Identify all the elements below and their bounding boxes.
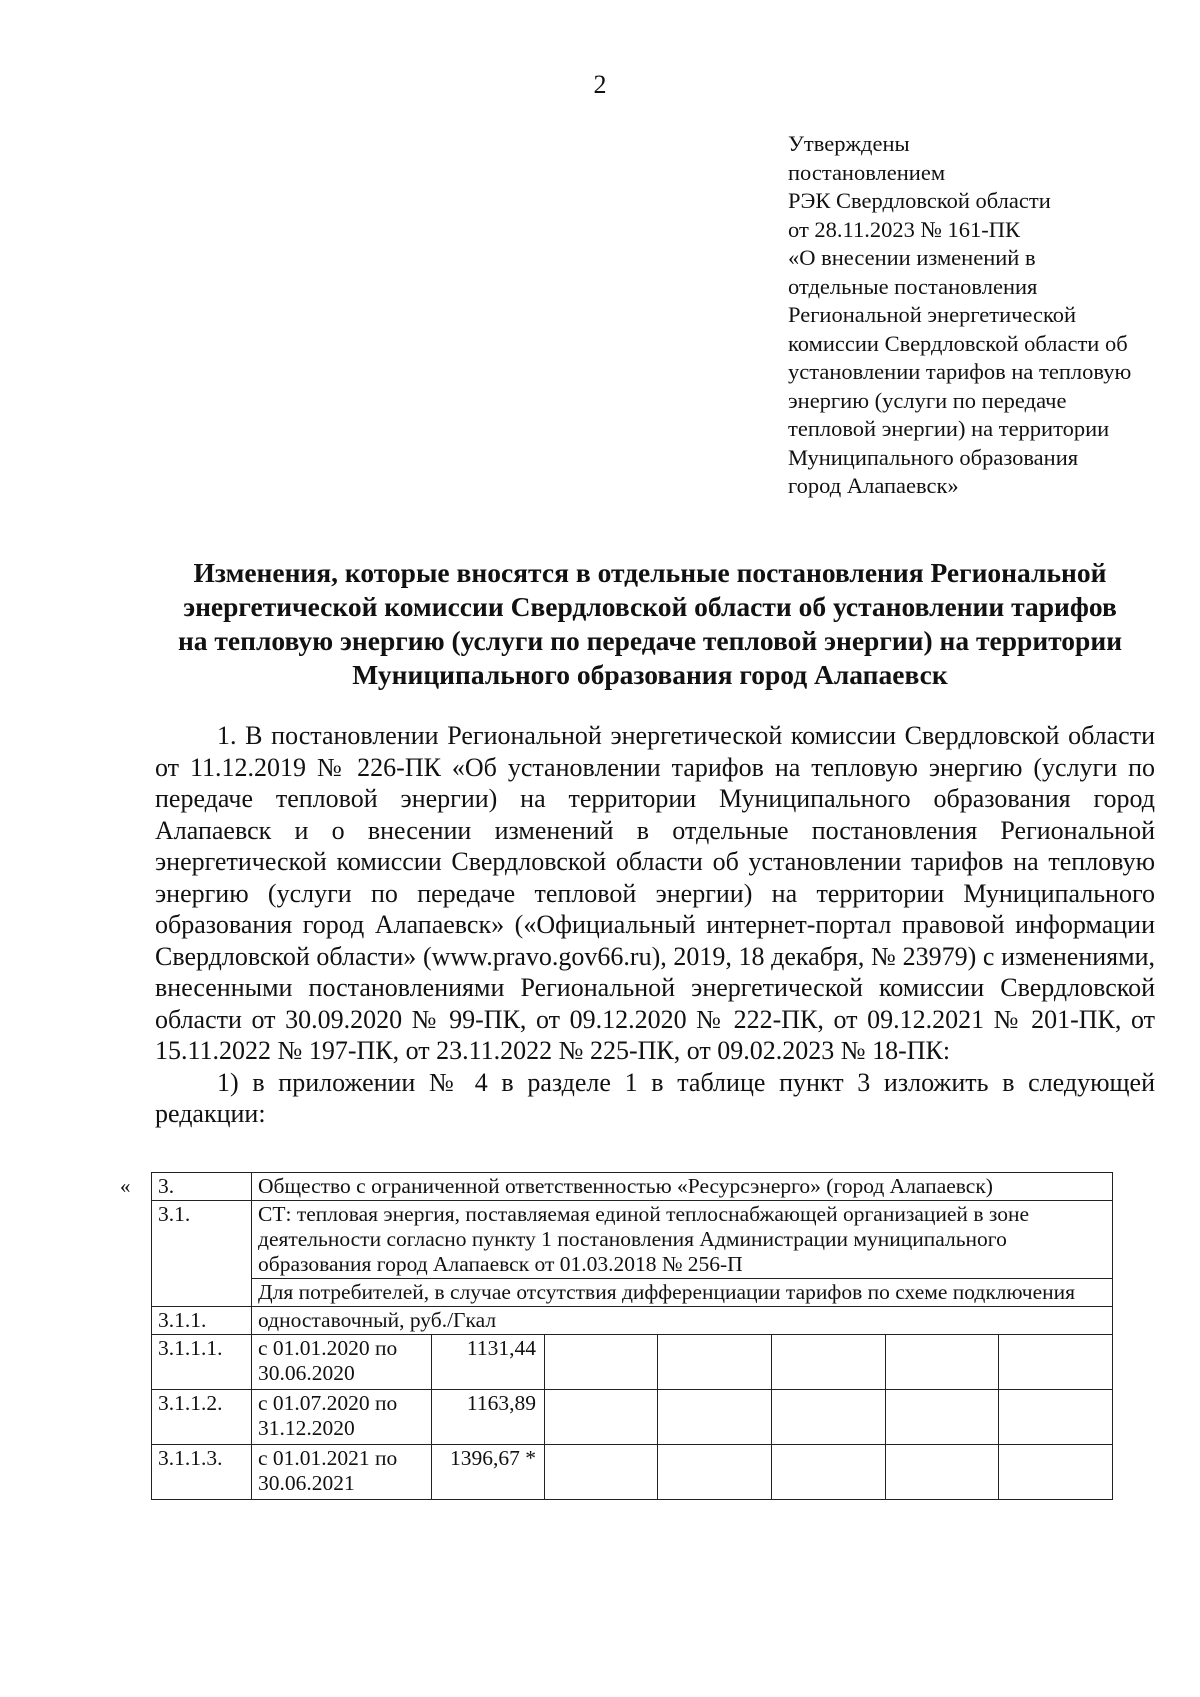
empty-cell — [772, 1390, 886, 1445]
tariff-value: 1131,44 — [432, 1335, 545, 1390]
title-line: на тепловую энергию (услуги по передаче тепловой энергии) на территории — [177, 625, 1123, 656]
empty-cell — [658, 1335, 772, 1390]
approval-line: установлении тарифов на тепловую — [788, 359, 1132, 384]
approval-line: постановлением — [788, 159, 946, 185]
paragraph-2: 1) в приложении № 4 в разделе 1 в таблице пункт 3 изложить в следующей редакции: — [155, 1067, 1155, 1128]
period-cell: с 01.01.2021 по 30.06.2021 — [252, 1445, 432, 1500]
approval-line: Региональной энергетической — [788, 302, 1077, 327]
empty-cell — [999, 1390, 1113, 1445]
table-row — [152, 1279, 1113, 1307]
tariff-description: СТ: тепловая энергия, поставляемая единой теплоснабжающей организацией в зоне деятельности согласно пункту 1 постановления Администрации муниципального образования город Алапаевск от 01.03.2018 № 256-П — [252, 1201, 1113, 1279]
title-line: Изменения, которые вносятся в отдельные постановления Региональной — [193, 557, 1107, 588]
tariff-type: одноставочный, руб./Гкал — [252, 1307, 1113, 1335]
approval-line: Муниципального образования — [788, 444, 1079, 470]
approval-line: энергию (услуги по передаче — [788, 387, 1067, 413]
approval-line: тепловой энергии) на территории — [788, 416, 1110, 441]
empty-cell — [545, 1335, 658, 1390]
row-number: 3. — [152, 1173, 252, 1201]
approval-line: Утверждены — [788, 131, 910, 156]
empty-cell — [772, 1445, 886, 1500]
empty-cell — [545, 1390, 658, 1445]
table-row — [152, 1445, 1113, 1500]
period-cell: с 01.07.2020 по 31.12.2020 — [252, 1390, 432, 1445]
table-row — [152, 1390, 1113, 1445]
document-title — [140, 556, 1160, 692]
row-number: 3.1.1. — [152, 1307, 252, 1335]
organization-name: Общество с ограниченной ответственностью «Ресурсэнерго» (город Алапаевск) — [252, 1173, 1113, 1201]
empty-cell — [772, 1335, 886, 1390]
row-number: 3.1.1.2. — [152, 1390, 252, 1445]
empty-cell — [999, 1445, 1113, 1500]
approval-line: комиссии Свердловской области об — [788, 330, 1128, 356]
page-number: 2 — [593, 70, 607, 99]
row-number: 3.1.1.1. — [152, 1335, 252, 1390]
title-line: Муниципального образования город Алапаевск — [352, 659, 948, 690]
row-number: 3.1. — [152, 1201, 252, 1307]
empty-cell — [886, 1445, 999, 1500]
tariff-table — [151, 1172, 1113, 1500]
consumer-description: Для потребителей, в случае отсутствия дифференциации тарифов по схеме подключения — [252, 1279, 1113, 1307]
table-row — [152, 1201, 1113, 1279]
title-line: энергетической комиссии Свердловской области об установлении тарифов — [183, 591, 1117, 622]
approval-line: РЭК Свердловской области — [788, 188, 1051, 213]
table-row — [152, 1173, 1113, 1201]
row-number: 3.1.1.3. — [152, 1445, 252, 1500]
period-cell: с 01.01.2020 по 30.06.2020 — [252, 1335, 432, 1390]
approval-line: город Алапаевск» — [788, 473, 959, 498]
empty-cell — [999, 1335, 1113, 1390]
paragraph-1: 1. В постановлении Региональной энергетической комиссии Свердловской области от 11.12.2019 № 226-ПК «Об установлении тарифов на тепловую энергию (услуги по передаче тепловой энергии) на территории Муниципального образования город Алапаевск и о внесении изменений в отдельные постановления Региональной энергетической комиссии Свердловской области об установлении тарифов на тепловую энергию (услуги по передаче тепловой энергии) на территории Муниципального образования город Алапаевск» («Официальный интернет-портал правовой информации Свердловской области» (www.pravo.gov66.ru), 2019, 18 декабря, № 23979) с изменениями, внесенными постановлениями Региональной энергетической комиссии Свердловской области от 30.09.2020 № 99-ПК, от 09.12.2020 № 222-ПК, от 09.12.2021 № 201-ПК, от 15.11.2022 № 197-ПК, от 23.11.2022 № 225-ПК, от 09.02.2023 № 18-ПК: — [155, 721, 1155, 1065]
empty-cell — [886, 1335, 999, 1390]
empty-cell — [545, 1445, 658, 1500]
table-row — [152, 1307, 1113, 1335]
approval-line: от 28.11.2023 № 161-ПК — [788, 216, 1021, 242]
empty-cell — [886, 1390, 999, 1445]
body-text — [155, 720, 1155, 1130]
tariff-value: 1163,89 — [432, 1390, 545, 1445]
table-row — [152, 1335, 1113, 1390]
approval-line: «О внесении изменений в — [788, 245, 1036, 270]
approval-block — [788, 130, 1168, 501]
empty-cell — [658, 1445, 772, 1500]
tariff-value: 1396,67 * — [432, 1445, 545, 1500]
approval-line: отдельные постановления — [788, 273, 1038, 299]
empty-cell — [658, 1390, 772, 1445]
opening-quote-mark: « — [120, 1174, 131, 1198]
